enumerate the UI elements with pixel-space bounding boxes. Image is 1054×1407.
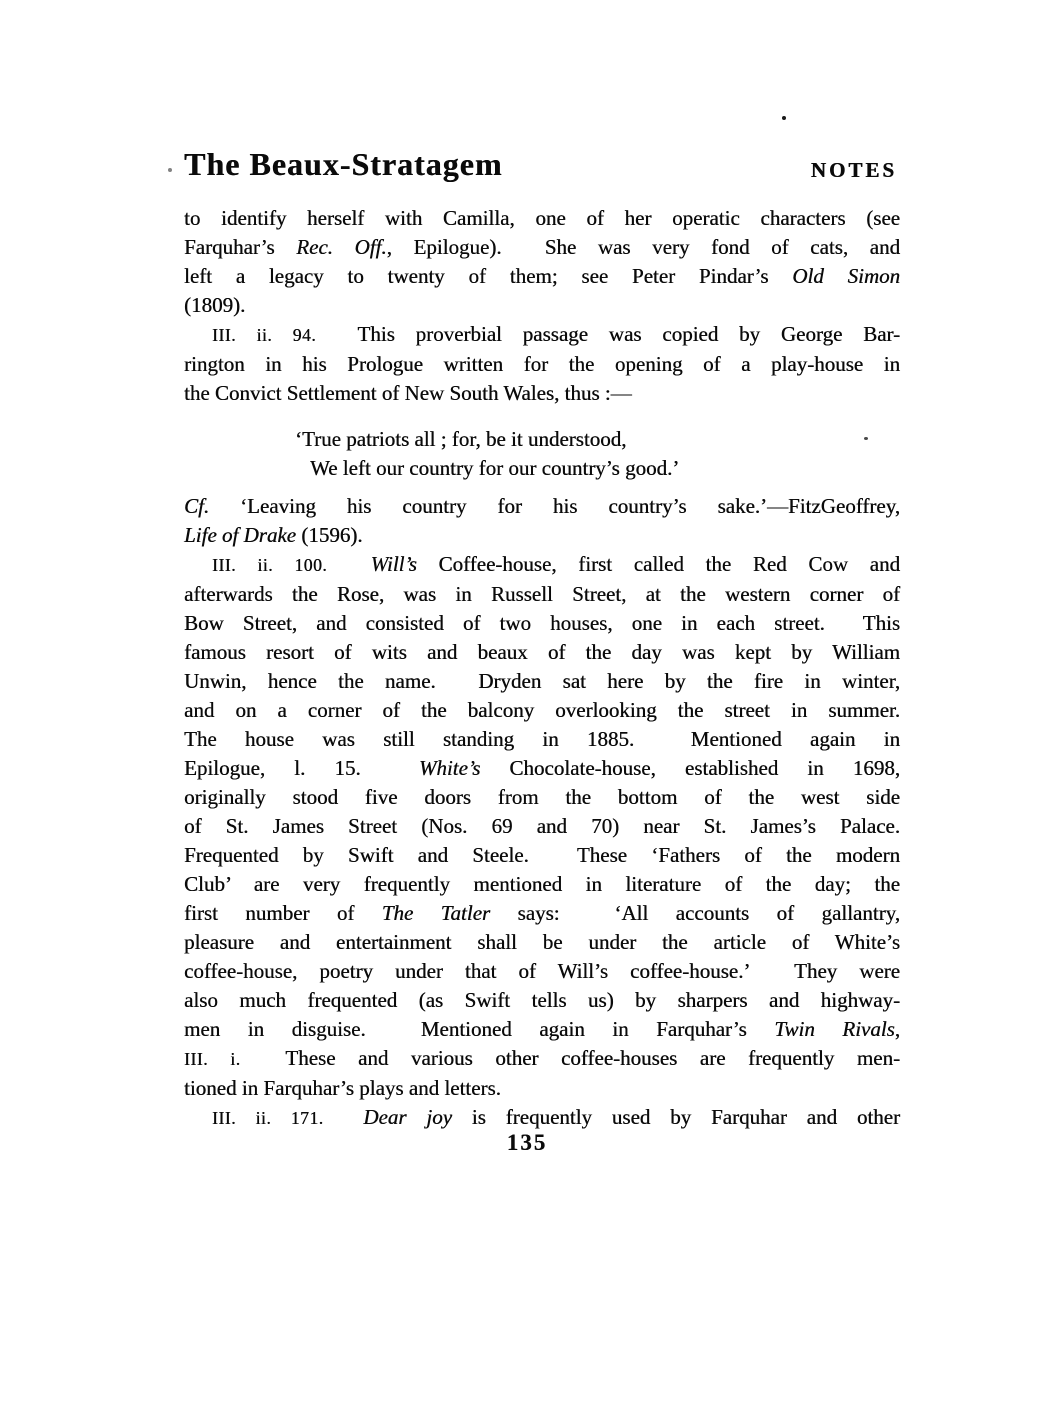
text-segment: says: ‘All accounts of gallantry, bbox=[490, 901, 900, 925]
text-segment: is frequently used by Farquhar and other bbox=[451, 1105, 900, 1129]
text-segment: Bow Street, and consisted of two houses, one in each street. This bbox=[184, 611, 900, 635]
text-line bbox=[184, 812, 900, 841]
text-segment: left a legacy to twenty of them; see Peter Pindar’s bbox=[184, 264, 793, 288]
text-line bbox=[184, 379, 900, 408]
italic-text: Life of Drake bbox=[184, 523, 296, 547]
text-segment: Club’ are very frequently mentioned in literature of the day; the bbox=[184, 872, 900, 896]
text-segment: III. ii. 94. bbox=[212, 325, 317, 345]
text-segment: III. i. bbox=[184, 1049, 241, 1069]
italic-text: Cf. bbox=[184, 494, 210, 518]
text-segment bbox=[327, 552, 370, 576]
page-number: 135 bbox=[506, 1130, 548, 1155]
text-segment: first number of bbox=[184, 901, 382, 925]
text-line bbox=[184, 262, 900, 291]
text-segment: of St. James Street (Nos. 69 and 70) near St. James’s Palace. bbox=[184, 814, 900, 838]
text-segment: Chocolate-house, established in 1698, bbox=[480, 756, 900, 780]
text-segment: also much frequented (as Swift tells us) by sharpers and highway- bbox=[184, 988, 900, 1012]
text-line bbox=[184, 638, 900, 667]
text-line bbox=[184, 550, 900, 580]
text-segment: coffee-house, poetry under that of Will’s coffee-house.’ They were bbox=[184, 959, 900, 983]
text-line bbox=[184, 870, 900, 899]
italic-text: The Tatler bbox=[381, 901, 491, 925]
text-line bbox=[184, 1044, 900, 1074]
text-line bbox=[184, 957, 900, 986]
text-line bbox=[184, 1074, 900, 1103]
text-segment: (1809). bbox=[184, 293, 246, 317]
text-line bbox=[184, 580, 900, 609]
italic-text: Twin Rivals bbox=[774, 1017, 895, 1041]
text-segment: Farquhar’s bbox=[184, 235, 297, 259]
text-segment: III. ii. 100. bbox=[212, 555, 328, 575]
text-segment: Epilogue, l. 15. bbox=[184, 756, 419, 780]
italic-text: White’s bbox=[418, 756, 481, 780]
text-segment: , Epilogue). She was very fond of cats, and bbox=[386, 235, 900, 259]
text-segment: afterwards the Rose, was in Russell Street, at the western corner of bbox=[184, 582, 900, 606]
text-line bbox=[184, 1103, 900, 1133]
body-text bbox=[184, 204, 900, 1133]
text-segment: and on a corner of the balcony overlooking the street in summer. bbox=[184, 698, 900, 722]
text-segment: ‘True patriots all ; for, be it understood, bbox=[295, 427, 627, 451]
text-line bbox=[184, 667, 900, 696]
italic-text: Dear joy bbox=[363, 1105, 452, 1129]
text-line bbox=[184, 233, 900, 262]
italic-text: Will’s bbox=[370, 552, 417, 576]
text-segment: rington in his Prologue written for the opening of a play-house in bbox=[184, 352, 900, 376]
text-segment: III. ii. 171. bbox=[212, 1108, 324, 1128]
text-segment: originally stood five doors from the bottom of the west side bbox=[184, 785, 900, 809]
text-line bbox=[184, 609, 900, 638]
text-line bbox=[184, 454, 900, 483]
italic-text: Rec. Off. bbox=[296, 235, 387, 259]
text-segment: The house was still standing in 1885. Mentioned again in bbox=[184, 727, 900, 751]
page-title: The Beaux-Stratagem bbox=[184, 146, 503, 182]
text-segment: These and various other coffee-houses are frequently men- bbox=[240, 1046, 900, 1070]
text-line bbox=[184, 725, 900, 754]
text-segment: Unwin, hence the name. Dryden sat here by the fire in winter, bbox=[184, 669, 900, 693]
text-segment: We left our country for our country’s good.’ bbox=[310, 456, 680, 480]
text-line bbox=[184, 841, 900, 870]
text-line bbox=[184, 425, 900, 454]
text-line bbox=[184, 696, 900, 725]
text-segment: pleasure and entertainment shall be under the article of White’s bbox=[184, 930, 900, 954]
text-segment: famous resort of wits and beaux of the day was kept by William bbox=[184, 640, 900, 664]
text-line bbox=[184, 928, 900, 957]
text-segment: (1596). bbox=[295, 523, 363, 547]
text-segment: the Convict Settlement of New South Wales, thus :— bbox=[184, 381, 632, 405]
text-line bbox=[184, 783, 900, 812]
text-line bbox=[184, 492, 900, 521]
text-line bbox=[184, 754, 900, 783]
text-line bbox=[184, 204, 900, 233]
text-line bbox=[184, 1015, 900, 1044]
text-segment: tioned in Farquhar’s plays and letters. bbox=[184, 1076, 501, 1100]
text-line bbox=[184, 986, 900, 1015]
ink-speck bbox=[782, 116, 786, 120]
text-line bbox=[184, 899, 900, 928]
text-segment: , bbox=[894, 1017, 901, 1041]
text-segment: to identify herself with Camilla, one of her operatic characters (see bbox=[184, 206, 900, 230]
text-segment: Coffee-house, first called the Red Cow and bbox=[416, 552, 900, 576]
text-segment: ‘Leaving his country for his country’s sake.’—FitzGeoffrey, bbox=[209, 494, 900, 518]
text-segment: men in disguise. Mentioned again in Farquhar’s bbox=[184, 1017, 775, 1041]
running-head-section: NOTES bbox=[810, 158, 897, 182]
text-line bbox=[184, 291, 900, 320]
text-line bbox=[184, 320, 900, 350]
text-line bbox=[184, 521, 900, 550]
italic-text: Old Simon bbox=[792, 264, 901, 288]
text-line bbox=[184, 350, 900, 379]
text-segment bbox=[324, 1105, 364, 1129]
ink-speck bbox=[864, 437, 868, 440]
text-segment: This proverbial passage was copied by George Bar- bbox=[316, 322, 900, 346]
ink-speck bbox=[168, 168, 172, 172]
text-segment: Frequented by Swift and Steele. These ‘Fathers of the modern bbox=[184, 843, 900, 867]
